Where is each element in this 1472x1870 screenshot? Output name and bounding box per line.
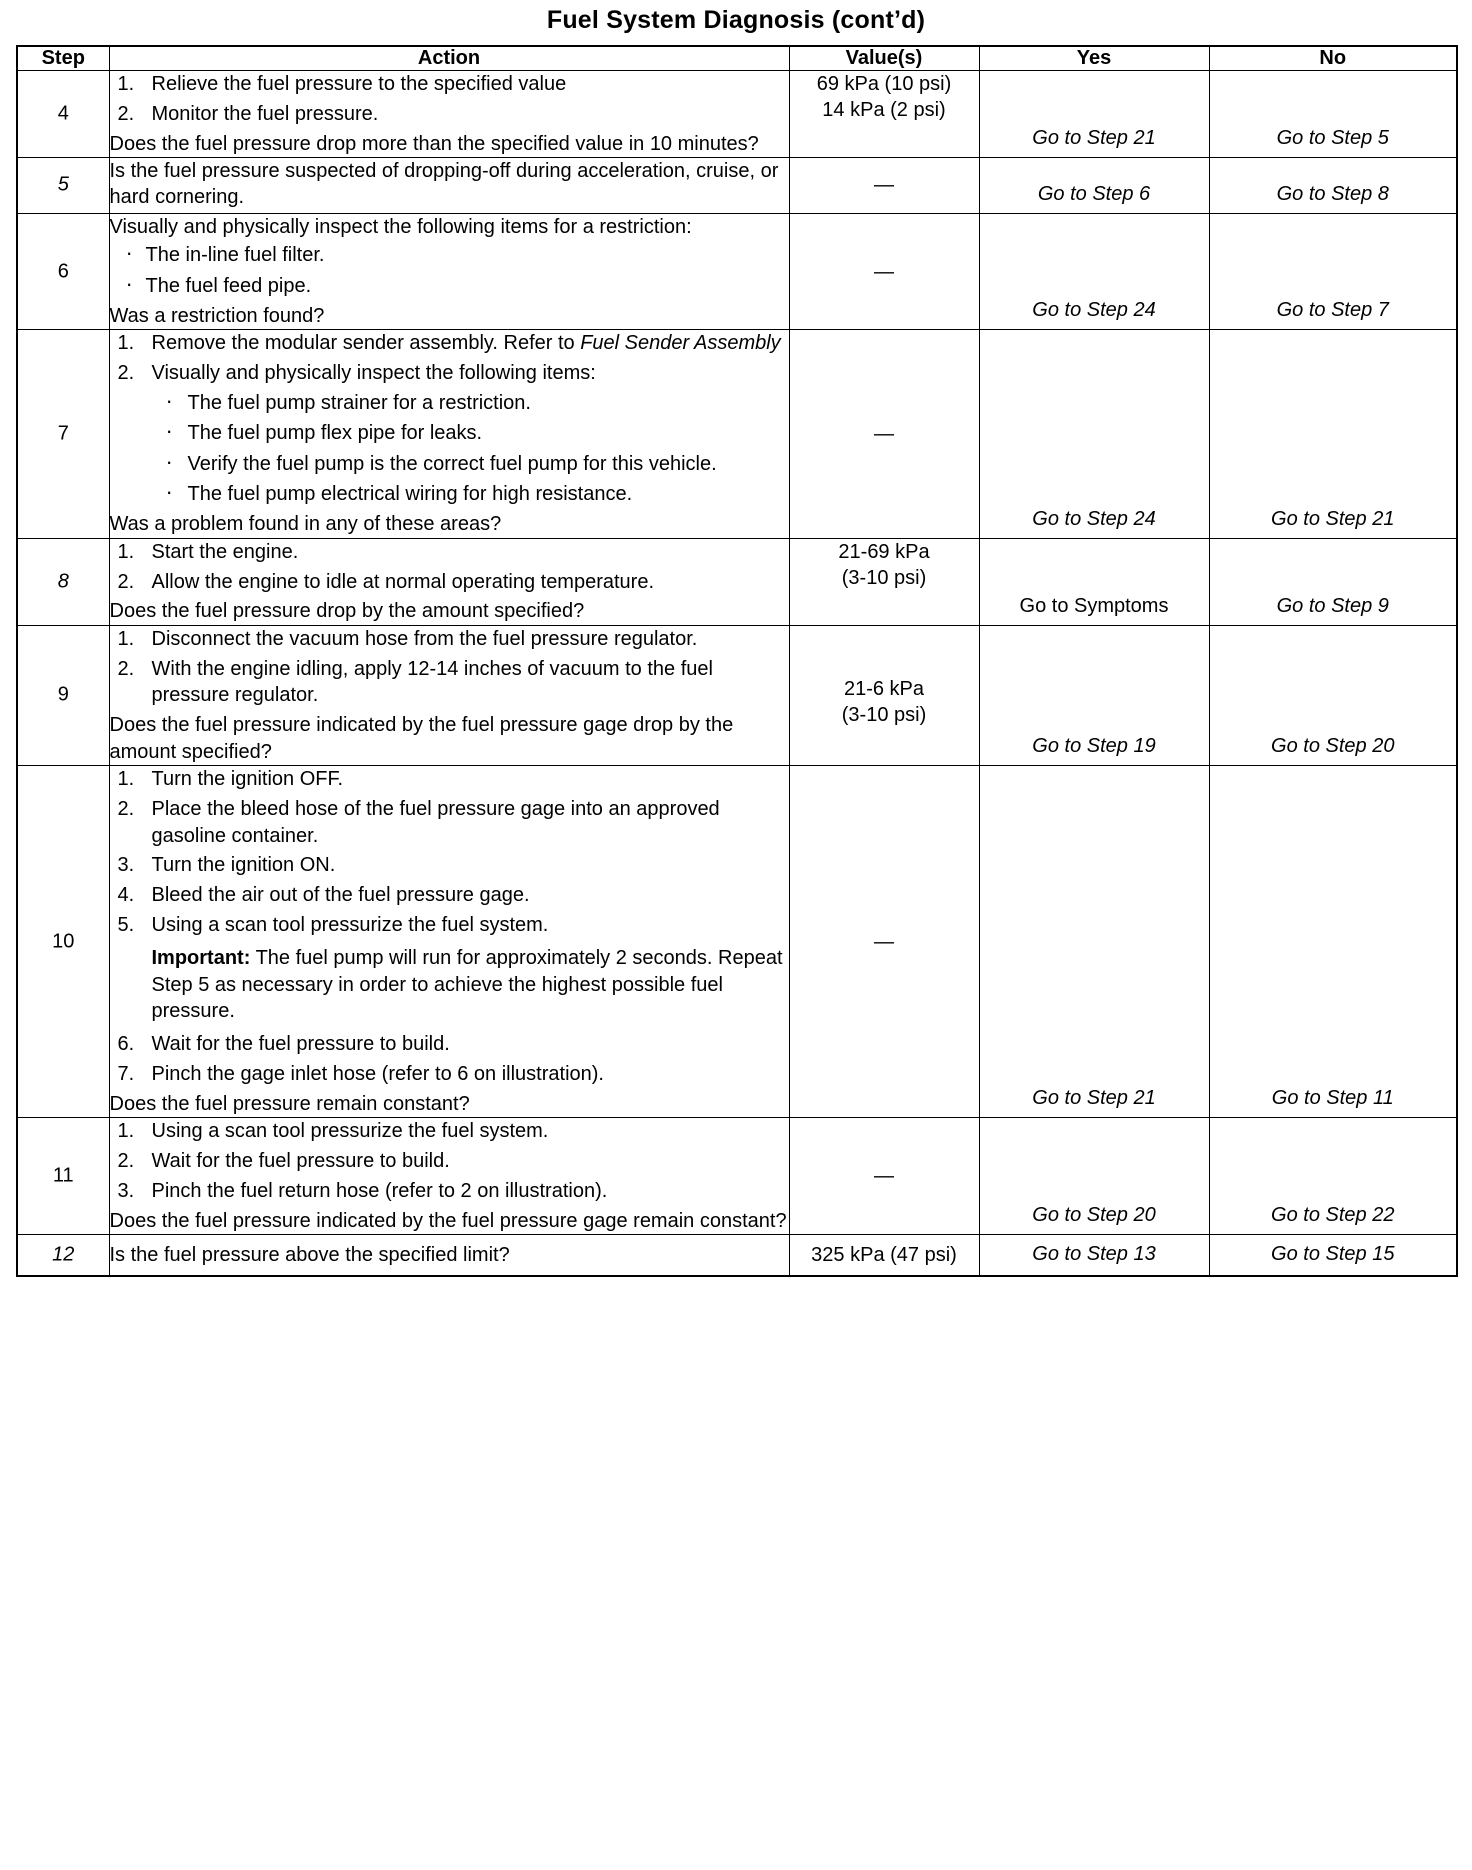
list-item: 1. Turn the ignition OFF. <box>110 766 789 793</box>
value-line: 325 kPa (47 psi) <box>811 1244 957 1267</box>
step-number-cell: 7 <box>17 330 109 539</box>
value-line: (3-10 psi) <box>841 703 927 726</box>
action-question: Is the fuel pressure above the specified limit? <box>109 1243 510 1266</box>
action-question: Does the fuel pressure remain constant? <box>109 1092 470 1115</box>
list-marker: 3. <box>117 854 135 877</box>
values-cell <box>789 213 979 330</box>
list-item: 2. Place the bleed hose of the fuel pressure gage into an approved gasoline container. <box>117 797 720 847</box>
list-item: · Verify the fuel pump is the correct fuel pump for this vehicle. <box>110 451 789 477</box>
values-cell <box>789 330 979 539</box>
list-item: 1. Relieve the fuel pressure to the specified value <box>110 71 789 98</box>
list-item: 1. Remove the modular sender assembly. Refer to Fuel Sender Assembly <box>110 330 789 357</box>
step-number-cell: 12 <box>17 1234 109 1276</box>
numbered-list <box>110 539 789 596</box>
bullet-list <box>110 242 789 299</box>
action-cell <box>109 538 789 625</box>
list-marker: 4. <box>117 884 135 907</box>
no-branch-cell: Go to Step 9 <box>1209 538 1457 625</box>
values-cell <box>789 625 979 765</box>
list-item: 5. Using a scan tool pressurize the fuel system. <box>110 912 789 939</box>
action-cell <box>109 157 789 213</box>
action-cell <box>109 330 789 539</box>
values-cell <box>789 1234 979 1276</box>
list-item: 6. Wait for the fuel pressure to build. <box>110 1031 789 1058</box>
action-cell <box>109 71 789 158</box>
column-header-action: Action <box>109 46 789 71</box>
value-line: — <box>874 423 894 446</box>
column-header-no: No <box>1209 46 1457 71</box>
value-line: — <box>874 174 894 197</box>
value-line: — <box>874 260 894 283</box>
no-branch-cell: Go to Step 21 <box>1209 330 1457 539</box>
action-intro: Visually and physically inspect the following items for a restriction: <box>109 215 692 238</box>
action-question: Does the fuel pressure drop more than the specified value in 10 minutes? <box>109 132 759 155</box>
yes-branch-cell: Go to Symptoms <box>979 538 1209 625</box>
note-text: The fuel pump will run for approximately 2 seconds. Repeat Step 5 as necessary in order to achieve the highest possible fuel pressure. <box>151 946 783 1023</box>
action-question: Does the fuel pressure drop by the amount specified? <box>109 600 585 623</box>
list-marker: 1. <box>117 332 135 355</box>
value-line: 69 kPa (10 psi) <box>816 73 952 95</box>
table-row <box>17 625 1457 765</box>
important-note <box>152 945 789 1025</box>
table-row <box>17 766 1457 1118</box>
step-number-cell: 11 <box>17 1118 109 1235</box>
step-number-cell: 10 <box>17 766 109 1118</box>
action-question: Does the fuel pressure indicated by the fuel pressure gage remain constant? <box>109 1209 787 1232</box>
action-cell <box>109 625 789 765</box>
table-row <box>17 538 1457 625</box>
action-cell <box>109 1234 789 1276</box>
list-item: 4. Bleed the air out of the fuel pressure gage. <box>110 882 789 909</box>
step-number-cell: 5 <box>17 157 109 213</box>
values-cell <box>789 538 979 625</box>
values-cell <box>789 157 979 213</box>
yes-branch-cell: Go to Step 13 <box>979 1234 1209 1276</box>
table-header <box>17 46 1457 71</box>
yes-branch-cell: Go to Step 20 <box>979 1118 1209 1235</box>
value-line: (3-10 psi) <box>841 566 927 589</box>
action-question: Was a restriction found? <box>109 304 325 327</box>
action-cell <box>109 213 789 330</box>
yes-branch-cell: Go to Step 24 <box>979 330 1209 539</box>
no-branch-cell: Go to Step 22 <box>1209 1118 1457 1235</box>
list-item: 2. Monitor the fuel pressure. <box>110 101 789 128</box>
value-line: — <box>874 1165 894 1188</box>
list-item: · The fuel feed pipe. <box>110 273 789 299</box>
list-item: · The fuel pump electrical wiring for high resistance. <box>110 481 789 507</box>
list-marker: 2. <box>117 657 135 680</box>
list-item: 3. Pinch the fuel return hose (refer to 2 on illustration). <box>110 1178 789 1205</box>
diagnosis-table <box>16 45 1458 1277</box>
action-cell <box>109 1118 789 1235</box>
list-marker: 5. <box>117 914 135 937</box>
list-item: 2. With the engine idling, apply 12-14 inches of vacuum to the fuel pressure regulator. <box>117 657 713 707</box>
step-number-cell: 9 <box>17 625 109 765</box>
step-number-cell: 4 <box>17 71 109 158</box>
numbered-list <box>110 1118 789 1204</box>
value-line: 21-6 kPa <box>843 677 925 700</box>
table-row <box>17 1234 1457 1276</box>
list-item: · The in-line fuel filter. <box>110 242 789 268</box>
list-marker: 2. <box>117 570 135 593</box>
list-item: · The fuel pump flex pipe for leaks. <box>110 420 789 446</box>
list-item: 2. Wait for the fuel pressure to build. <box>110 1148 789 1175</box>
no-branch-cell: Go to Step 8 <box>1209 157 1457 213</box>
no-branch-cell: Go to Step 5 <box>1209 71 1457 158</box>
column-header-step: Step <box>17 46 109 71</box>
numbered-list <box>110 330 789 387</box>
no-branch-cell: Go to Step 20 <box>1209 625 1457 765</box>
action-question: Is the fuel pressure suspected of dropping-off during acceleration, cruise, or hard cornering. <box>109 159 779 209</box>
list-marker: 1. <box>117 1120 135 1143</box>
list-item: · The fuel pump strainer for a restriction. <box>110 390 789 416</box>
action-question: Does the fuel pressure indicated by the fuel pressure gage drop by the amount specified? <box>109 714 734 763</box>
table-row <box>17 1118 1457 1235</box>
list-item: 7. Pinch the gage inlet hose (refer to 6 on illustration). <box>110 1061 789 1088</box>
list-item: 2. Visually and physically inspect the following items: <box>110 360 789 387</box>
step-number-cell: 8 <box>17 538 109 625</box>
list-marker: 2. <box>117 362 135 385</box>
list-marker: 2. <box>117 102 135 125</box>
list-marker: 1. <box>117 627 135 650</box>
list-item: 2. Allow the engine to idle at normal operating temperature. <box>110 569 789 596</box>
table-row <box>17 213 1457 330</box>
table-row <box>17 330 1457 539</box>
yes-branch-cell: Go to Step 6 <box>979 157 1209 213</box>
bullet-list <box>110 390 789 508</box>
page-title: Fuel System Diagnosis (cont’d) <box>546 6 926 34</box>
numbered-list-continued <box>110 1031 789 1088</box>
numbered-list <box>110 71 789 128</box>
values-cell <box>789 71 979 158</box>
list-marker: 7. <box>117 1063 135 1085</box>
table-row <box>17 71 1457 158</box>
no-branch-cell: Go to Step 7 <box>1209 213 1457 330</box>
list-item: 1. Start the engine. <box>110 539 789 566</box>
list-item: 1. Disconnect the vacuum hose from the fuel pressure regulator. <box>110 626 789 653</box>
list-marker: 1. <box>117 540 135 563</box>
value-line: — <box>874 930 894 953</box>
list-item: 1. Using a scan tool pressurize the fuel system. <box>110 1118 789 1145</box>
list-marker: 6. <box>117 1033 135 1056</box>
no-branch-cell: Go to Step 15 <box>1209 1234 1457 1276</box>
action-question: Was a problem found in any of these areas? <box>109 513 502 536</box>
numbered-list <box>110 626 789 709</box>
numbered-list <box>110 766 789 939</box>
yes-branch-cell: Go to Step 21 <box>979 766 1209 1118</box>
list-marker: 2. <box>117 797 135 820</box>
yes-branch-cell: Go to Step 19 <box>979 625 1209 765</box>
column-header-values: Value(s) <box>789 46 979 71</box>
list-marker: 1. <box>117 73 135 95</box>
list-marker: 2. <box>117 1149 135 1172</box>
list-marker: 3. <box>117 1179 135 1202</box>
table-row <box>17 157 1457 213</box>
values-cell <box>789 766 979 1118</box>
reference-title: Fuel Sender Assembly <box>580 332 781 355</box>
values-cell <box>789 1118 979 1235</box>
list-item: 3. Turn the ignition ON. <box>110 852 789 879</box>
column-header-yes: Yes <box>979 46 1209 71</box>
step-number-cell: 6 <box>17 213 109 330</box>
yes-branch-cell: Go to Step 24 <box>979 213 1209 330</box>
value-line: 21-69 kPa <box>838 540 930 563</box>
header-row <box>17 46 1457 71</box>
yes-branch-cell: Go to Step 21 <box>979 71 1209 158</box>
value-line: 14 kPa (2 psi) <box>822 99 946 121</box>
list-marker: 1. <box>117 768 135 791</box>
no-branch-cell: Go to Step 11 <box>1209 766 1457 1118</box>
note-label: Important: <box>151 946 251 969</box>
action-cell <box>109 766 789 1118</box>
